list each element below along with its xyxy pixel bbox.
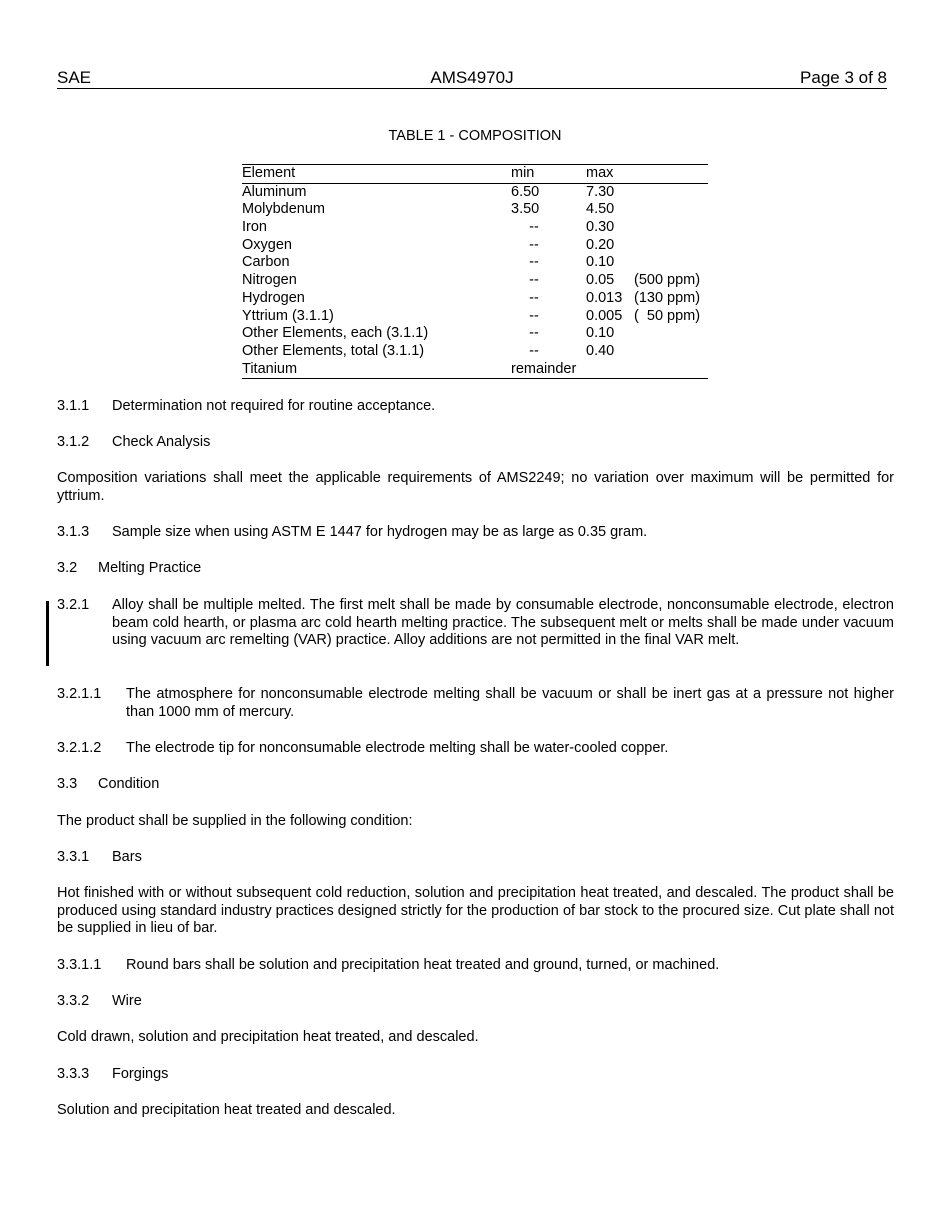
paragraph: Solution and precipitation heat treated and descaled. xyxy=(57,1102,396,1118)
paragraph: Composition variations shall meet the applicable requirements of AMS2249; no variation over maximum will be permitted for yttrium. xyxy=(57,470,894,504)
section-number: 3.3.1 xyxy=(57,849,90,865)
min-value: -- xyxy=(529,272,539,289)
revision-change-bar xyxy=(46,601,49,666)
max-value: 0.30 xyxy=(586,219,615,236)
element-name: Nitrogen xyxy=(242,272,297,289)
composition-table xyxy=(242,164,708,379)
element-name: Carbon xyxy=(242,254,290,271)
table-row xyxy=(242,361,708,379)
section-number: 3.3.1.1 xyxy=(57,957,102,973)
section-heading: Melting Practice xyxy=(98,560,202,576)
element-name: Yttrium (3.1.1) xyxy=(242,307,334,324)
table-row xyxy=(242,237,708,255)
max-value: 0.013 xyxy=(586,289,623,306)
min-value: -- xyxy=(529,236,539,253)
table-row xyxy=(242,184,708,202)
section-text: Determination not required for routine acceptance. xyxy=(112,398,436,414)
paragraph: Cold drawn, solution and precipitation heat treated, and descaled. xyxy=(57,1029,479,1045)
table-header-row xyxy=(242,165,708,184)
section-number: 3.3.2 xyxy=(57,993,90,1009)
ppm-value: (500 ppm) xyxy=(634,272,701,289)
min-value: -- xyxy=(529,342,539,359)
column-header-element: Element xyxy=(242,165,296,181)
element-name: Oxygen xyxy=(242,236,292,253)
table-row xyxy=(242,308,708,326)
column-header-min: min xyxy=(511,165,535,181)
section-text: The electrode tip for nonconsumable electrode melting shall be water-cooled copper. xyxy=(126,740,669,756)
section-heading: Condition xyxy=(98,776,160,792)
element-name: Molybdenum xyxy=(242,201,326,218)
ppm-value: ( 50 ppm) xyxy=(634,307,701,324)
header-page-number: Page 3 of 8 xyxy=(800,68,887,87)
table-row xyxy=(242,254,708,272)
section-number: 3.3 xyxy=(57,776,78,792)
section-heading: Forgings xyxy=(112,1066,169,1082)
element-name: Titanium xyxy=(242,360,298,377)
table-row xyxy=(242,201,708,219)
max-value: 0.05 xyxy=(586,272,615,289)
section-number: 3.2 xyxy=(57,560,78,576)
max-value: 0.10 xyxy=(586,325,615,342)
min-value: 6.50 xyxy=(511,183,540,200)
min-value: -- xyxy=(529,307,539,324)
section-number: 3.3.3 xyxy=(57,1066,90,1082)
element-name: Other Elements, each (3.1.1) xyxy=(242,325,429,342)
table-row xyxy=(242,325,708,343)
section-text: Sample size when using ASTM E 1447 for hydrogen may be as large as 0.35 gram. xyxy=(112,524,648,540)
section-text: The atmosphere for nonconsumable electrode melting shall be vacuum or shall be inert gas at a pressure not higher than 1000 mm of mercury. xyxy=(126,686,894,720)
element-name: Other Elements, total (3.1.1) xyxy=(242,342,425,359)
max-value: 0.005 xyxy=(586,307,623,324)
max-value: 0.40 xyxy=(586,342,615,359)
min-value: -- xyxy=(529,219,539,236)
section-number: 3.1.3 xyxy=(57,524,90,540)
paragraph: Hot finished with or without subsequent cold reduction, solution and precipitation heat treated, and descaled. The product shall be produced using standard industry practices designed strictly for the production of bar stock to the procured size. Cut plate shall not be supplied in lieu of bar. xyxy=(57,885,894,937)
section-heading: Wire xyxy=(112,993,142,1009)
section-number: 3.1.2 xyxy=(57,434,90,450)
section-heading: Check Analysis xyxy=(112,434,211,450)
paragraph: The product shall be supplied in the following condition: xyxy=(57,813,413,829)
table-row xyxy=(242,290,708,308)
section-number: 3.2.1 xyxy=(57,597,90,613)
ppm-value: (130 ppm) xyxy=(634,289,701,306)
section-number: 3.2.1.2 xyxy=(57,740,102,756)
header-doc-number: AMS4970J xyxy=(430,68,514,87)
section-number: 3.1.1 xyxy=(57,398,90,414)
section-text: Round bars shall be solution and precipitation heat treated and ground, turned, or machined. xyxy=(126,957,720,973)
section-heading: Bars xyxy=(112,849,142,865)
max-value: 4.50 xyxy=(586,201,615,218)
min-value: -- xyxy=(529,325,539,342)
section-text: Alloy shall be multiple melted. The first melt shall be made by consumable electrode, nonconsumable electrode, electron beam cold hearth, or plasma arc cold hearth melting practice. The subsequent melt or melts shall be made under vacuum using vacuum arc remelting (VAR) practice. Alloy additions are not permitted in the final VAR melt. xyxy=(112,597,894,649)
element-name: Iron xyxy=(242,219,267,236)
min-value: remainder xyxy=(511,360,577,377)
table-title: TABLE 1 - COMPOSITION xyxy=(388,128,562,144)
min-value: 3.50 xyxy=(511,201,540,218)
table-row xyxy=(242,219,708,237)
max-value: 7.30 xyxy=(586,183,615,200)
table-row xyxy=(242,272,708,290)
element-name: Aluminum xyxy=(242,183,307,200)
max-value: 0.10 xyxy=(586,254,615,271)
min-value: -- xyxy=(529,289,539,306)
column-header-max: max xyxy=(586,165,614,181)
min-value: -- xyxy=(529,254,539,271)
max-value: 0.20 xyxy=(586,236,615,253)
header-org: SAE xyxy=(57,68,92,87)
table-row xyxy=(242,343,708,361)
element-name: Hydrogen xyxy=(242,289,305,306)
section-number: 3.2.1.1 xyxy=(57,686,102,702)
page-header xyxy=(57,68,887,89)
